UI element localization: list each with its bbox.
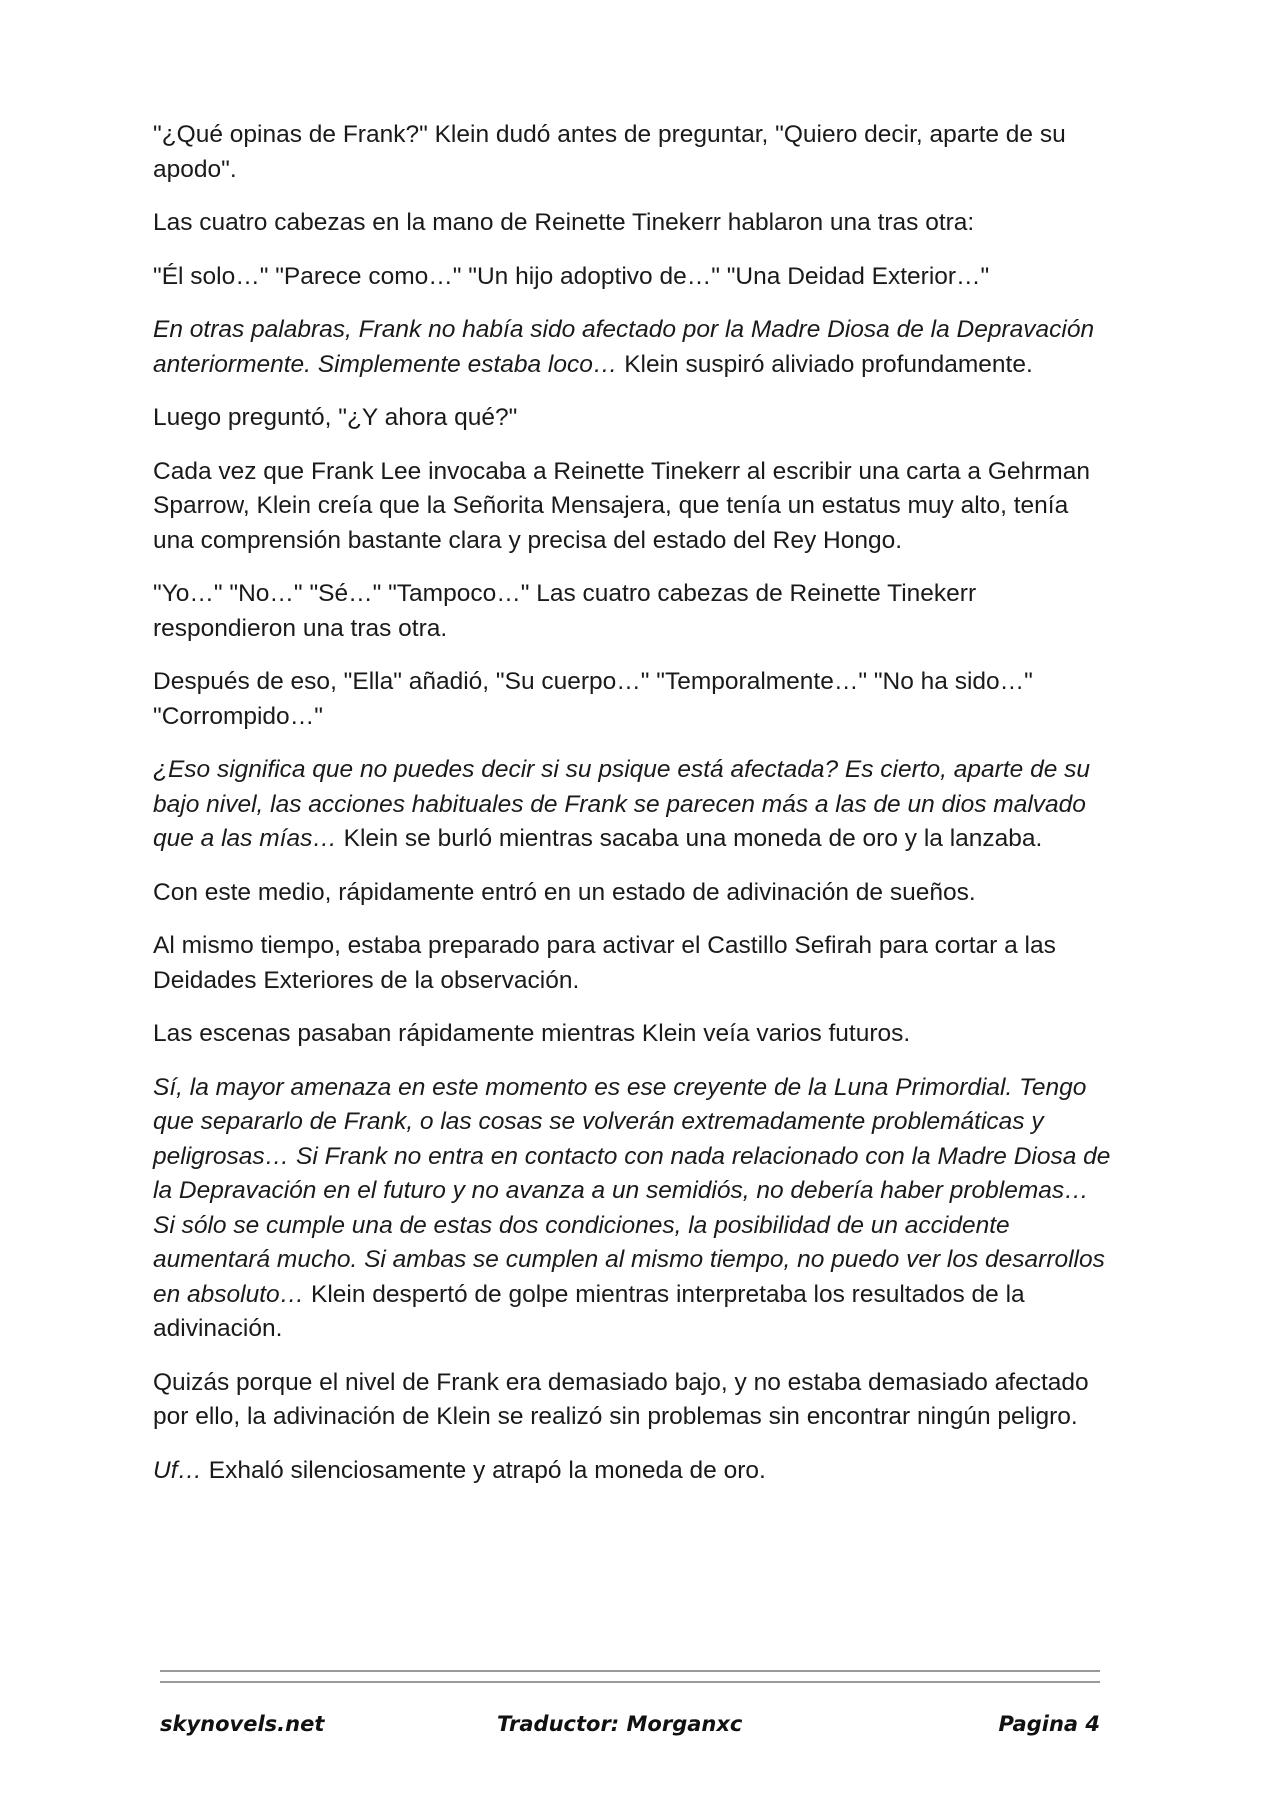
paragraph — [153, 1366, 1113, 1435]
paragraph — [153, 455, 1113, 559]
footer-site-name: skynovels.net — [160, 1712, 325, 1736]
text-run: Exhaló silenciosamente y atrapó la moneda de oro. — [202, 1456, 766, 1484]
text-run: Klein suspiró aliviado profundamente. — [617, 350, 1033, 378]
text-run: "¿Qué opinas de Frank?" Klein dudó antes de preguntar, "Quiero decir, aparte de su apodo". — [153, 121, 1066, 183]
footer-translator-credit: Traductor: Morganxc — [497, 1712, 743, 1736]
footer-divider-bottom — [160, 1681, 1100, 1683]
paragraph — [153, 401, 1113, 436]
text-run: Luego preguntó, "¿Y ahora qué?" — [153, 404, 518, 431]
paragraph — [153, 206, 1113, 241]
footer-page-number: Pagina 4 — [998, 1712, 1100, 1736]
paragraph — [153, 665, 1113, 734]
paragraph — [153, 1071, 1113, 1347]
text-run: Las escenas pasaban rápidamente mientras Klein veía varios futuros. — [153, 1020, 911, 1047]
paragraph — [153, 753, 1113, 857]
footer-divider-top — [160, 1670, 1100, 1672]
text-run: Klein despertó de golpe mientras interpretaba los resultados de la adivinación. — [153, 1280, 1025, 1342]
paragraph — [153, 260, 1113, 295]
italic-text-run: En otras palabras, Frank no había sido afectado por la Madre Diosa de la Depravación anteriormente. Simplemente estaba loco… — [153, 316, 1095, 378]
paragraph — [153, 1017, 1113, 1052]
text-run: Cada vez que Frank Lee invocaba a Reinette Tinekerr al escribir una carta a Gehrman Sparrow, Klein creía que la Señorita Mensajera, que tenía un estatus muy alto, tenía una comprensión bastante clara y precisa del estado del Rey Hongo. — [153, 457, 1090, 554]
paragraph — [153, 876, 1113, 911]
text-run: Las cuatro cabezas en la mano de Reinette Tinekerr hablaron una tras otra: — [153, 209, 975, 236]
text-run: "Yo…" "No…" "Sé…" "Tampoco…" Las cuatro cabezas de Reinette Tinekerr respondieron una tras otra. — [153, 580, 977, 642]
italic-text-run: Sí, la mayor amenaza en este momento es ese creyente de la Luna Primordial. Tengo que separarlo de Frank, o las cosas se volverán extremadamente problemáticas y peligrosas… Si Frank no entra en contacto con nada relacionado con la Madre Diosa de la Depravación en el futuro y no avanza a un semidiós, no debería haber problemas… Si sólo se cumple una de estas dos condiciones, la posibilidad de un accidente aumentará mucho. Si ambas se cumplen al mismo tiempo, no puedo ver los desarrollos en absoluto… — [153, 1073, 1111, 1308]
text-run: Con este medio, rápidamente entró en un estado de adivinación de sueños. — [153, 878, 976, 906]
text-run: Klein se burló mientras sacaba una moneda de oro y la lanzaba. — [336, 825, 1043, 852]
text-run: "Él solo…" "Parece como…" "Un hijo adoptivo de…" "Una Deidad Exterior…" — [153, 262, 990, 290]
page-footer — [160, 1712, 1100, 1742]
italic-text-run: Uf… — [153, 1456, 202, 1484]
text-run: Después de eso, "Ella" añadió, "Su cuerpo…" "Temporalmente…" "No ha sido…" "Corrompido…" — [153, 668, 1033, 730]
paragraph — [153, 1454, 1113, 1489]
paragraph — [153, 118, 1113, 187]
paragraph — [153, 929, 1113, 998]
paragraph — [153, 313, 1113, 382]
italic-text-run: ¿Eso significa que no puedes decir si su psique está afectada? Es cierto, aparte de su bajo nivel, las acciones habituales de Frank se parecen más a las de un dios malvado que a las mías… — [153, 756, 1091, 852]
text-run: Quizás porque el nivel de Frank era demasiado bajo, y no estaba demasiado afectado por ello, la adivinación de Klein se realizó sin problemas sin encontrar ningún peligro. — [153, 1368, 1089, 1430]
paragraph — [153, 577, 1113, 646]
page-body — [153, 118, 1113, 1507]
text-run: Al mismo tiempo, estaba preparado para activar el Castillo Sefirah para cortar a las Deidades Exteriores de la observación. — [153, 932, 1056, 994]
